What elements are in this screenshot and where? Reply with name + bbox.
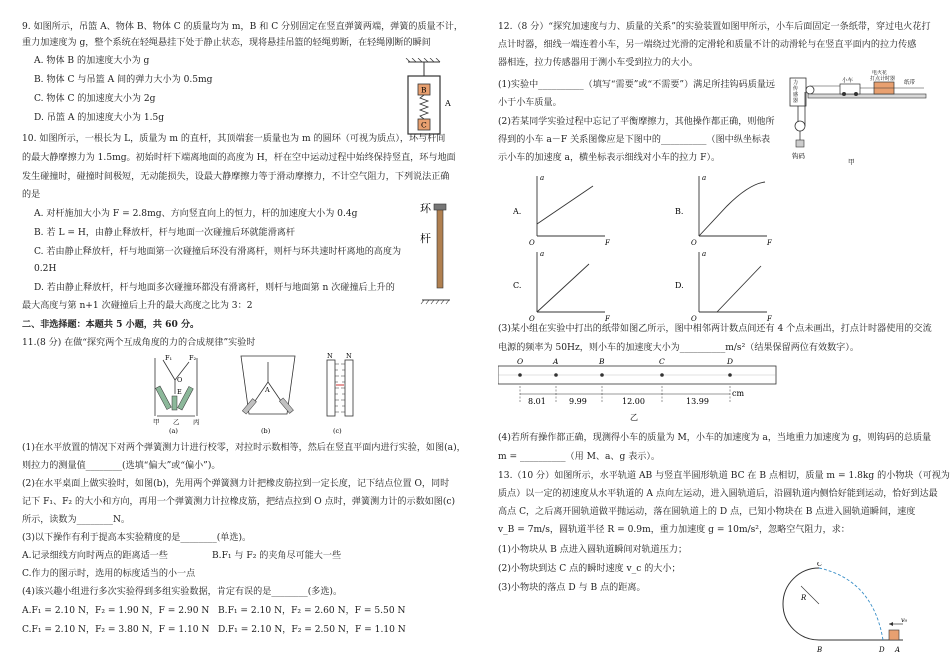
q9-option-b: B. 物体 C 与吊篮 A 间的弹力大小为 0.5mg xyxy=(34,75,213,85)
q12-part1-b: 小于小车质量。 xyxy=(498,98,562,108)
q10-ring-label: 环 xyxy=(420,202,431,215)
q13-stem-3: 高点 C，之后离开圆轨道做平抛运动，落在圆轨道上的 D 点，已知小物块在 B 点进入圆轨道瞬间，速度 xyxy=(498,507,916,517)
q12-weight-label: 钩码 xyxy=(792,152,805,160)
q12-graph-b-label: B. xyxy=(675,207,684,216)
q9-option-d: D. 吊篮 A 的加速度大小为 1.5g xyxy=(34,113,165,123)
q11-caption-b: (b) xyxy=(261,427,271,434)
q11-part4-option-d: D.F₁ = 2.10 N，F₂ = 2.50 N，F = 1.10 N xyxy=(218,625,406,635)
q12-part4-b: m = __________（用 M、a、g 表示）。 xyxy=(498,452,661,462)
q12-graph-b-yaxis: a xyxy=(702,174,707,182)
q12-graph-b-origin: O xyxy=(691,239,697,247)
q12-graph-b-xaxis: F xyxy=(767,239,772,247)
tape-unit: cm xyxy=(732,389,745,398)
q12-graph-d-origin: O xyxy=(691,315,697,323)
q12-part3-a: (3)某小组在实验中打出的纸带如图乙所示，图中相邻两计数点间还有 4 个点未画出，打点计时器使用的交流 xyxy=(498,324,932,334)
tape-point-A xyxy=(554,373,558,377)
q11-o-label: O xyxy=(177,376,183,384)
q10-option-c-1: C. 若由静止释放杆，杆与地面第一次碰撞后环没有滑离杆，则杆与环共速时杆离地的高度为 xyxy=(34,247,402,257)
q13-track-figure xyxy=(773,562,923,654)
q12-graph-d-label: D. xyxy=(675,281,684,290)
q11-part2-a: (2)在水平桌面上做实验时，如图(b)，先用两个弹簧测力计把橡皮筋拉到一定长度，记下结点位置 O，同时 xyxy=(22,479,450,489)
q12-graph-c-label: C. xyxy=(513,281,522,290)
q11-f1-label: F₁ xyxy=(165,354,173,362)
q11-part3-option-b: B.F₁ 与 F₂ 的夹角尽可能大一些 xyxy=(212,551,342,561)
q11-c-n-right: N xyxy=(346,352,352,360)
q11-bing-label: 丙 xyxy=(193,418,200,426)
q12-graph-a-yaxis: a xyxy=(540,174,545,182)
q12-part2-c: 示小车的加速度 a，横坐标表示细线对小车的拉力 F）。 xyxy=(498,153,721,163)
q13-v0-label: v₀ xyxy=(901,616,908,624)
tape-point-label: A xyxy=(553,357,559,366)
q11-b-a-label: A xyxy=(265,386,270,394)
q11-caption-c: (c) xyxy=(333,427,342,434)
q12-car-label: 小车 xyxy=(842,78,854,84)
q12-stem-3: 器相连，拉力传感器用于测小车受到拉力的大小。 xyxy=(498,58,699,68)
q11-part2-c: 所示，读数为________N。 xyxy=(22,515,130,525)
q12-graph-c-xaxis: F xyxy=(605,315,610,323)
q13-a-label: A xyxy=(895,646,901,654)
q12-part2-a: (2)若某同学实验过程中忘记了平衡摩擦力，其他操作都正确，则他所 xyxy=(498,117,775,127)
q11-caption-a: (a) xyxy=(169,427,178,434)
tape-point-B xyxy=(600,373,604,377)
q12-apparatus-figure xyxy=(788,70,928,168)
q12-part3-b: 电源的频率为 50Hz，则小车的加速度大小为__________m/s²（结果保留两位有效数字）。 xyxy=(498,343,859,353)
q12-graph-a-xaxis: F xyxy=(605,239,610,247)
q13-stem-4: v_B = 7m/s，圆轨道半径 R = 0.9m，重力加速度 g = 10m/s²，忽略空气阻力，求： xyxy=(498,525,850,535)
q12-graph-c-yaxis: a xyxy=(540,250,545,258)
q12-graph-d xyxy=(675,250,773,323)
q11-part1-b: 则拉力的测量值________(选填“偏大”或“偏小”)。 xyxy=(22,461,221,471)
tape-point-label: B xyxy=(599,357,605,366)
q10-rod-label: 杆 xyxy=(420,232,431,245)
q11-c-n-left: N xyxy=(327,352,333,360)
q11-stem: 11.(8 分) 在做“探究两个互成角度的力的合成规律”实验时 xyxy=(22,338,256,348)
q11-part4: (4)该兴趣小组进行多次实验得到多组实验数据，肯定有误的是________(多选)。 xyxy=(22,587,343,597)
q11-figures xyxy=(137,352,377,434)
section-2-heading: 二、非选择题：本题共 5 小题，共 60 分。 xyxy=(22,319,200,330)
q9-option-a: A. 物体 B 的加速度大小为 g xyxy=(34,56,150,66)
q10-stem-3: 发生碰撞时，碰撞时间极短，无动能损失，设最大静摩擦力等于滑动摩擦力，不计空气阻力，下列说法正确 xyxy=(22,172,450,182)
tape-point-label: O xyxy=(517,357,524,366)
tape-point-O xyxy=(518,373,522,377)
q9-basket-figure xyxy=(400,58,460,138)
q12-part2-b: 得到的小车 a－F 关系图像应是下图中的__________（图中纵坐标表 xyxy=(498,135,771,145)
q12-stem-1: 12.（8 分）“探究加速度与力、质量的关系”的实验装置如图甲所示，小车后面固定一条纸带，穿过电火花打 xyxy=(498,22,931,32)
tape-distance-label: 8.01 xyxy=(528,397,546,406)
q12-part4-a: (4)若所有操作都正确，现测得小车的质量为 M，小车的加速度为 a，当地重力加速度为 g，则钩码的总质量 xyxy=(498,433,932,443)
tape-point-label: D xyxy=(727,357,734,366)
q10-option-d-1: D. 若由静止释放杆，杆与地面多次碰撞环都没有滑离杆，则杆与地面第 n 次碰撞后上升的 xyxy=(34,283,395,293)
q11-part4-option-a: A.F₁ = 2.10 N，F₂ = 1.90 N，F = 2.90 N xyxy=(22,606,210,616)
q11-part4-option-c: C.F₁ = 2.10 N，F₂ = 3.80 N，F = 1.10 N xyxy=(22,625,210,635)
q10-stem-1: 10. 如图所示，一根长为 L，质量为 m 的直杆，其顶端套一质量也为 m 的圆环（可视为质点），环与杆间 xyxy=(22,134,446,144)
tape-point-label: C xyxy=(659,357,665,366)
q12-graphs xyxy=(513,172,793,324)
q11-figure-a xyxy=(153,354,200,434)
q12-graph-b xyxy=(675,174,773,247)
q12-part1-a: (1)实验中__________（填写“需要”或“不需要”）满足所挂钩码质量远 xyxy=(498,80,776,90)
q12-timer-label-1: 电火花 xyxy=(872,70,888,76)
q12-graph-a-label: A. xyxy=(513,207,522,216)
q11-part2-b: 记下 F₁、F₂ 的大小和方向，再用一个弹簧测力计拉橡皮筋，把结点拉到 O 点时，弹簧测力计的示数如图(c) xyxy=(22,497,456,507)
q11-figure-b xyxy=(241,356,295,434)
q13-d-label: D xyxy=(879,646,885,654)
tape-point-D xyxy=(728,373,732,377)
q10-option-b: B. 若 L = H，由静止释放杆，杆与地面一次碰撞后环就能滑离杆 xyxy=(34,228,295,238)
tape-label: 乙 xyxy=(630,413,638,422)
q11-part3-option-c: C.作力的图示时，选用的标度适当的小一点 xyxy=(22,569,196,579)
q11-part3: (3)以下操作有利于提高本实验精度的是________(单选)。 xyxy=(22,533,252,543)
q11-yi-label: 乙 xyxy=(173,418,180,426)
q13-c-label: C xyxy=(817,562,823,568)
q12-graph-a xyxy=(513,174,611,247)
q12-graph-d-yaxis: a xyxy=(702,250,707,258)
q13-stem-1: 13.（10 分）如图所示，水平轨道 AB 与竖直半圆形轨道 BC 在 B 点相切，质量 m = 1.8kg 的小物块（可视为 xyxy=(498,471,950,481)
q11-figure-c xyxy=(327,352,353,434)
q12-timer-label-2: 打点计时器 xyxy=(870,76,896,82)
q12-jia-label: 甲 xyxy=(848,158,855,166)
q12-graph-a-origin: O xyxy=(529,239,535,247)
q11-part4-option-b: B.F₁ = 2.10 N，F₂ = 2.60 N，F = 5.50 N xyxy=(218,606,406,616)
q9-stem-1: 9. 如图所示，吊篮 A、物体 B、物体 C 的质量均为 m，B 和 C 分别固定在竖直弹簧两端，弹簧的质量不计， xyxy=(22,22,463,32)
q12-sensor-label: 力传感器 xyxy=(793,80,799,104)
q10-rod-figure xyxy=(418,196,452,306)
q12-paper-tape-figure xyxy=(498,356,778,426)
q9-label-c: C xyxy=(421,120,427,130)
q11-f2-label: F₂ xyxy=(189,354,197,362)
q13-part2: (2)小物块到达 C 点的瞬时速度 v_c 的大小； xyxy=(498,564,681,574)
q9-option-c: C. 物体 C 的加速度大小为 2g xyxy=(34,94,156,104)
q11-jia-label: 甲 xyxy=(153,418,160,426)
q12-tape-label: 纸带 xyxy=(904,80,916,86)
q12-graph-c-origin: O xyxy=(529,315,535,323)
q11-e-label: E xyxy=(177,388,182,396)
tape-distance-label: 13.99 xyxy=(686,397,709,406)
q13-part3: (3)小物块的落点 D 与 B 点的距离。 xyxy=(498,583,646,593)
q11-part1-a: (1)在水平放置的情况下对两个弹簧测力计进行校零，对拉时示数相等，然后在竖直平面内进行实验，如图(a)， xyxy=(22,443,466,453)
q13-part1: (1)小物块从 B 点进入圆轨道瞬间对轨道压力； xyxy=(498,545,688,555)
q9-label-a: A xyxy=(445,99,451,108)
q10-stem-4: 的是 xyxy=(22,190,41,200)
q10-option-d-2: 最大高度与第 n+1 次碰撞后上升的最大高度之比为 3：2 xyxy=(22,301,253,311)
tape-distance-label: 9.99 xyxy=(569,397,587,406)
q12-graph-c xyxy=(513,250,611,323)
q13-r-label: R xyxy=(801,594,807,602)
q11-part3-option-a: A.记录细线方向时两点的距离适一些 xyxy=(22,551,168,561)
q12-graph-d-xaxis: F xyxy=(767,315,772,323)
q9-label-b: B xyxy=(421,85,427,95)
q10-stem-2: 的最大静摩擦力为 1.5mg。初始时杆下端离地面的高度为 H，杆在空中运动过程中始终保持竖直，环与地面 xyxy=(22,153,456,163)
q9-stem-2: 重力加速度为 g，整个系统在轻绳悬挂下处于静止状态，现将悬挂吊篮的轻绳剪断，在轻绳刚断的瞬间 xyxy=(22,38,431,48)
q12-stem-2: 点计时器，细线一端连着小车，另一端绕过光滑的定滑轮和质量不计的动滑轮与在竖直平面内的拉力传感 xyxy=(498,40,917,50)
q10-option-c-2: 0.2H xyxy=(34,264,57,274)
q13-stem-2: 质点）以一定的初速度从水平轨道的 A 点向左运动，进入圆轨道后，沿圆轨道内侧恰好能到运动，恰好到达最 xyxy=(498,489,938,499)
q10-option-a: A. 对杆施加大小为 F = 2.8mg、方向竖直向上的恒力，杆的加速度大小为 0.4g xyxy=(34,209,358,219)
q13-b-label: B xyxy=(817,646,823,654)
tape-distance-label: 12.00 xyxy=(622,397,645,406)
tape-point-C xyxy=(660,373,664,377)
